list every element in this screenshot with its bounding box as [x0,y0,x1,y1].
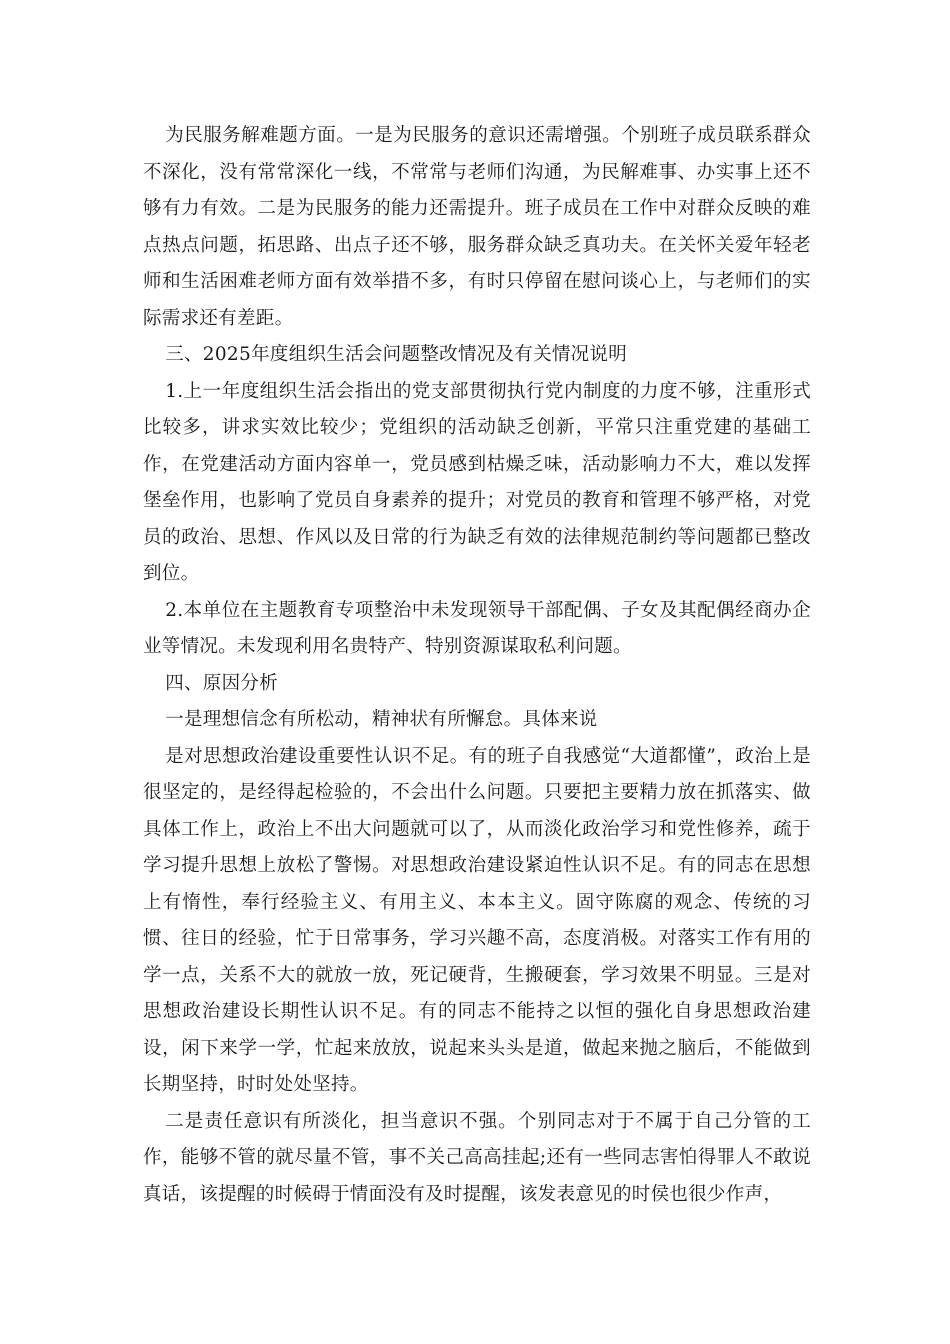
paragraph-cause-one-detail: 是对思想政治建设重要性认识不足。有的班子自我感觉“大道都懂”，政治上是很坚定的，是经得起检验的，不会出什么问题。只要把主要精力放在抓落实、做具体工作上，政治上不出大问题就可以了，从而淡化政治学习和党性修养，疏于学习提升思想上放松了警惕。对思想政治建设紧迫性认识不足。有的同志在思想上有惰性，奉行经验主义、有用主义、本本主义。固守陈腐的观念、传统的习惯、往日的经验，忙于日常事务，学习兴趣不高，态度消极。对落实工作有用的学一点，关系不大的就放一放，死记硬背，生搬硬套，学习效果不明显。三是对思想政治建设长期性认识不足。有的同志不能持之以恒的强化自身思想政治建设，闲下来学一学，忙起来放放，说起来头头是道，做起来抛之脑后，不能做到长期坚持，时时处处坚持。 [143,745,811,1095]
paragraph-cause-two: 二是责任意识有所淡化，担当意识不强。个别同志对于不属于自己分管的工作，能够不管的就尽量不管，事不关己高高挂起;还有一些同志害怕得罪人不敢说真话，该提醒的时候碍于情面没有及时提醒，该发表意见的时侯也很少作声， [143,1110,811,1205]
paragraph-rectification-item-1: 1.上一年度组织生活会指出的党支部贯彻执行党内制度的力度不够，注重形式比较多，讲求实效比较少；党组织的活动缺乏创新，平常只注重党建的基础工作，在党建活动方面内容单一，党员感到枯燥乏味，活动影响力不大，难以发挥堡垒作用，也影响了党员自身素养的提升；对党员的教育和管理不够严格，对党员的政治、思想、作风以及日常的行为缺乏有效的法律规范制约等问题都已整改到位。 [143,380,811,584]
paragraph-cause-one-intro: 一是理想信念有所松动，精神状有所懈怠。具体来说 [165,709,598,730]
section-heading-rectification: 三、2025年度组织生活会问题整改情况及有关情况说明 [165,344,628,365]
paragraph-service-issues: 为民服务解难题方面。一是为民服务的意识还需增强。个别班子成员联系群众不深化，没有常常深化一线，不常常与老师们沟通，为民解难事、办实事上还不够有力有效。二是为民服务的能力还需提升。班子成员在工作中对群众反映的难点热点问题，拓思路、出点子还不够，服务群众缺乏真功夫。在关怀关爱年轻老师和生活困难老师方面有效举措不多，有时只停留在慰问谈心上，与老师们的实际需求还有差距。 [143,125,811,329]
paragraph-rectification-item-2: 2.本单位在主题教育专项整治中未发现领导干部配偶、子女及其配偶经商办企业等情况。未发现利用名贵特产、特别资源谋取私利问题。 [143,599,811,657]
document-body [143,118,811,1213]
section-heading-cause-analysis: 四、原因分析 [165,672,278,694]
